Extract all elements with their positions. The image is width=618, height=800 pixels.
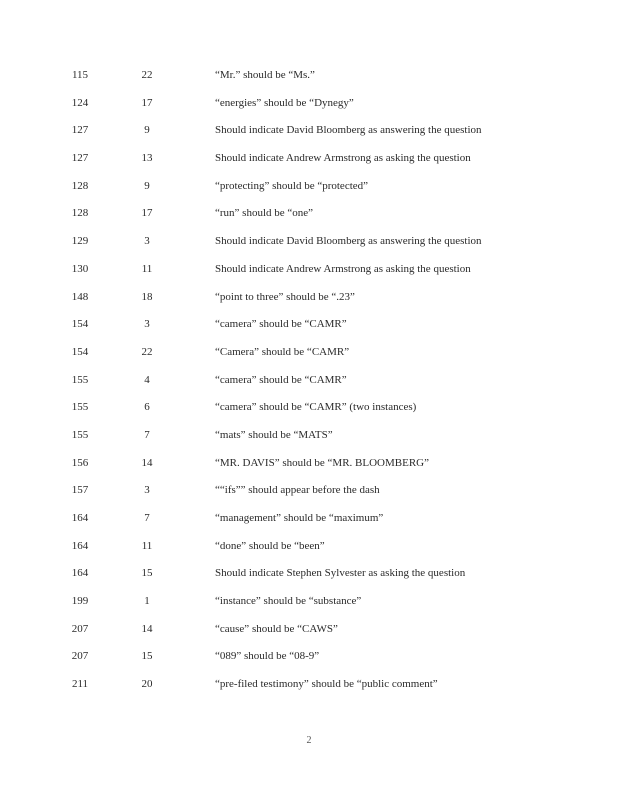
correction-cell: “089” should be “08-9” bbox=[215, 650, 320, 663]
page-cell: 199 bbox=[71, 595, 89, 608]
correction-cell: “cause” should be “CAWS” bbox=[215, 622, 338, 635]
line-cell: 15 bbox=[141, 567, 153, 580]
page-cell: 127 bbox=[71, 152, 89, 165]
page-cell: 155 bbox=[71, 401, 89, 414]
correction-cell: “run” should be “one” bbox=[215, 207, 314, 220]
errata-row bbox=[0, 371, 618, 399]
errata-row bbox=[0, 66, 618, 94]
errata-row bbox=[0, 454, 618, 482]
errata-row bbox=[0, 675, 618, 703]
correction-cell: “camera” should be “CAMR” (two instances) bbox=[215, 401, 417, 414]
page-number: 2 bbox=[306, 735, 312, 746]
page-cell: 157 bbox=[71, 484, 89, 497]
page-cell: 155 bbox=[71, 428, 89, 441]
errata-row bbox=[0, 94, 618, 122]
line-cell: 17 bbox=[141, 207, 153, 220]
page-cell: 156 bbox=[71, 456, 89, 469]
errata-row bbox=[0, 149, 618, 177]
page-cell: 115 bbox=[71, 69, 89, 81]
page-cell: 129 bbox=[71, 235, 89, 248]
errata-row bbox=[0, 315, 618, 343]
line-cell: 3 bbox=[144, 484, 150, 497]
line-cell: 4 bbox=[144, 373, 150, 386]
page-cell: 207 bbox=[71, 622, 89, 635]
page-cell: 154 bbox=[71, 318, 89, 331]
line-cell: 9 bbox=[144, 124, 150, 137]
correction-cell: “protecting” should be “protected” bbox=[215, 179, 369, 192]
page-cell: 130 bbox=[71, 262, 89, 275]
correction-cell: Should indicate Stephen Sylvester as asking the question bbox=[215, 567, 466, 580]
errata-row bbox=[0, 343, 618, 371]
page-cell: 211 bbox=[71, 678, 89, 691]
page-cell: 128 bbox=[71, 179, 89, 192]
errata-row bbox=[0, 426, 618, 454]
correction-cell: “Mr.” should be “Ms.” bbox=[215, 69, 315, 81]
page-cell: 154 bbox=[71, 345, 89, 358]
line-cell: 3 bbox=[144, 235, 150, 248]
line-cell: 13 bbox=[141, 152, 153, 165]
line-cell: 6 bbox=[144, 401, 150, 414]
correction-cell: “instance” should be “substance” bbox=[215, 595, 362, 608]
page-cell: 164 bbox=[71, 567, 89, 580]
line-cell: 22 bbox=[141, 69, 153, 81]
correction-cell: “camera” should be “CAMR” bbox=[215, 373, 347, 386]
line-cell: 9 bbox=[144, 179, 150, 192]
line-cell: 14 bbox=[141, 456, 153, 469]
correction-cell: Should indicate Andrew Armstrong as asking the question bbox=[215, 152, 471, 165]
errata-row bbox=[0, 260, 618, 288]
correction-cell: Should indicate David Bloomberg as answering the question bbox=[215, 124, 482, 137]
page-cell: 127 bbox=[71, 124, 89, 137]
line-cell: 18 bbox=[141, 290, 153, 303]
correction-cell: “energies” should be “Dynegy” bbox=[215, 96, 354, 109]
page-cell: 124 bbox=[71, 96, 89, 109]
correction-cell: “mats” should be “MATS” bbox=[215, 428, 333, 441]
line-cell: 11 bbox=[141, 262, 153, 275]
correction-cell: “point to three” should be “.23” bbox=[215, 290, 355, 303]
page-cell: 164 bbox=[71, 512, 89, 524]
line-cell: 11 bbox=[141, 539, 153, 552]
line-cell: 3 bbox=[144, 318, 150, 331]
correction-cell: “MR. DAVIS” should be “MR. BLOOMBERG” bbox=[215, 456, 429, 469]
correction-cell: “management” should be “maximum” bbox=[215, 512, 384, 524]
page-cell: 148 bbox=[71, 290, 89, 303]
correction-cell: “pre-filed testimony” should be “public comment” bbox=[215, 678, 438, 691]
errata-row bbox=[0, 647, 618, 675]
line-cell: 22 bbox=[141, 345, 153, 358]
errata-row bbox=[0, 288, 618, 316]
line-cell: 17 bbox=[141, 96, 153, 109]
errata-row bbox=[0, 509, 618, 537]
errata-row bbox=[0, 592, 618, 620]
page-cell: 155 bbox=[71, 373, 89, 386]
correction-cell: Should indicate David Bloomberg as answering the question bbox=[215, 235, 482, 248]
correction-cell: ““ifs”” should appear before the dash bbox=[215, 484, 380, 497]
correction-cell: “Camera” should be “CAMR” bbox=[215, 345, 350, 358]
page-cell: 128 bbox=[71, 207, 89, 220]
errata-row bbox=[0, 481, 618, 509]
errata-row bbox=[0, 177, 618, 205]
line-cell: 15 bbox=[141, 650, 153, 663]
line-cell: 14 bbox=[141, 622, 153, 635]
line-cell: 20 bbox=[141, 678, 153, 691]
page-cell: 164 bbox=[71, 539, 89, 552]
correction-cell: “done” should be “been” bbox=[215, 539, 325, 552]
errata-row bbox=[0, 204, 618, 232]
errata-row bbox=[0, 537, 618, 565]
line-cell: 1 bbox=[144, 595, 150, 608]
line-cell: 7 bbox=[144, 512, 150, 524]
errata-table bbox=[0, 66, 618, 703]
errata-row bbox=[0, 620, 618, 648]
correction-cell: Should indicate Andrew Armstrong as asking the question bbox=[215, 262, 471, 275]
errata-row bbox=[0, 121, 618, 149]
errata-row bbox=[0, 398, 618, 426]
errata-row bbox=[0, 564, 618, 592]
correction-cell: “camera” should be “CAMR” bbox=[215, 318, 347, 331]
line-cell: 7 bbox=[144, 428, 150, 441]
errata-row bbox=[0, 232, 618, 260]
page-cell: 207 bbox=[71, 650, 89, 663]
